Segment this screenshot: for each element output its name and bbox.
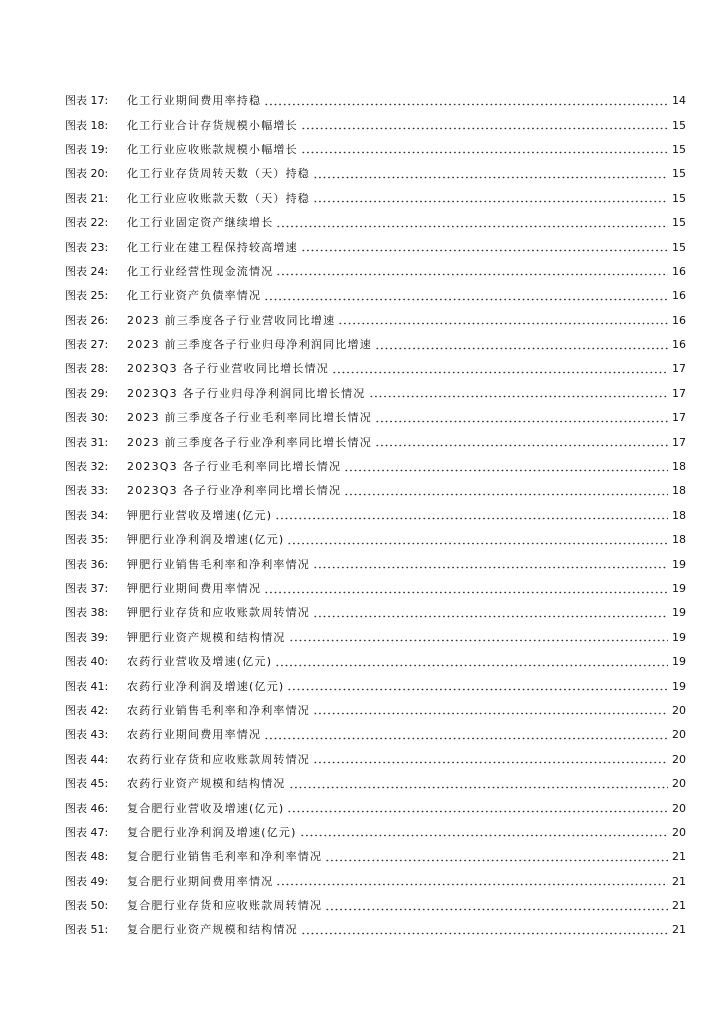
figure-title: 钾肥行业期间费用率情况 [127,582,262,595]
figure-number: 图表 22: [65,216,109,230]
toc-entry[interactable] [65,162,686,186]
page-number: 16 [672,338,686,352]
toc-entry[interactable] [65,894,686,918]
figure-title: 复合肥行业资产规模和结构情况 [127,923,298,937]
dot-leader [275,517,668,520]
dot-leader [287,688,668,691]
toc-entry[interactable] [65,650,686,674]
figure-number: 图表 46: [65,801,109,815]
figure-number: 图表 40: [65,655,109,669]
page-number: 16 [672,289,686,303]
figure-number: 图表 48: [65,850,109,864]
figure-number: 图表 29: [65,386,109,400]
figure-title: 复合肥行业期间费用率情况 [127,874,274,888]
figure-title: 2023 前三季度各子行业毛利率同比增长情况 [127,411,372,425]
figure-number: 图表 25: [65,289,109,303]
figure-title: 农药行业销售毛利率和净利率情况 [127,703,310,717]
dot-leader [313,200,668,203]
toc-entry[interactable] [65,333,686,357]
figure-title: 农药行业资产规模和结构情况 [127,777,286,791]
page-number: 18 [672,484,686,498]
toc-entry[interactable] [65,577,686,601]
toc-entry[interactable] [65,699,686,723]
page-number: 20 [672,777,686,791]
figure-title: 化工行业在建工程保持较高增速 [127,240,298,254]
dot-leader [264,298,668,301]
figure-title: 2023 前三季度各子行业营收同比增速 [127,313,336,327]
toc-entry[interactable] [65,430,686,454]
dot-leader [264,103,668,106]
dot-leader [301,932,668,935]
figure-number: 图表 44: [65,752,109,766]
page-number: 14 [672,94,686,108]
figure-number: 图表 28: [65,362,109,376]
dot-leader [375,444,668,447]
figure-number: 图表 43: [65,728,109,742]
dot-leader [344,469,668,472]
page-number: 17 [672,435,686,449]
toc-entry[interactable] [65,284,686,308]
figure-title: 钾肥行业资产规模和结构情况 [127,630,286,644]
dot-leader [313,712,668,715]
toc-entry[interactable] [65,772,686,796]
figure-title: 2023 前三季度各子行业归母净利润同比增速 [127,338,372,352]
dot-leader [313,566,668,569]
page-number: 15 [672,118,686,132]
toc-entry[interactable] [65,845,686,869]
figure-title: 钾肥行业净利润及增速(亿元) [127,533,285,547]
page-number: 15 [672,240,686,254]
dot-leader [338,322,668,325]
toc-entry[interactable] [65,821,686,845]
figure-title: 2023Q3 各子行业归母净利润同比增长情况 [127,386,366,400]
dot-leader [276,225,668,228]
figure-number: 图表 19: [65,142,109,156]
page-number: 19 [672,679,686,693]
dot-leader [275,664,668,667]
dot-leader [301,151,668,154]
page-number: 19 [672,557,686,571]
figure-title: 2023Q3 各子行业净利率同比增长情况 [127,484,342,498]
dot-leader [287,542,668,545]
figure-number: 图表 35: [65,533,109,547]
figure-number: 图表 21: [65,191,109,205]
figure-title: 农药行业存货和应收账款周转情况 [127,752,310,766]
figure-title: 化工行业应收账款规模小幅增长 [127,142,298,156]
figure-title: 钾肥行业存货和应收账款周转情况 [127,606,310,620]
dot-leader [301,127,668,130]
figure-number: 图表 26: [65,313,109,327]
toc-entry[interactable] [65,235,686,259]
toc-entry[interactable] [65,479,686,503]
figure-title: 化工行业资产负债率情况 [127,289,262,303]
figure-title: 复合肥行业营收及增速(亿元) [127,801,285,815]
page-number: 20 [672,825,686,839]
toc-entry[interactable] [65,406,686,430]
toc-entry[interactable] [65,552,686,576]
figure-title: 化工行业存货周转天数（天）持稳 [127,167,310,181]
figure-title: 化工行业合计存货规模小幅增长 [127,118,298,132]
toc-entry[interactable] [65,382,686,406]
page-number: 21 [672,899,686,913]
dot-leader [344,493,668,496]
page-number: 17 [672,386,686,400]
figure-title: 农药行业营收及增速(亿元) [127,655,273,669]
page-number: 20 [672,801,686,815]
page-number: 15 [672,142,686,156]
dot-leader [332,371,668,374]
figure-number: 图表 36: [65,557,109,571]
toc-entry[interactable] [65,455,686,479]
dot-leader [289,786,668,789]
figure-number: 图表 18: [65,118,109,132]
figure-title: 农药行业期间费用率情况 [127,728,262,742]
toc-entry[interactable] [65,113,686,137]
page-number: 16 [672,264,686,278]
dot-leader [325,859,668,862]
figure-title: 农药行业净利润及增速(亿元) [127,679,285,693]
dot-leader [289,639,668,642]
page-number: 16 [672,313,686,327]
toc-entry[interactable] [65,211,686,235]
figure-number: 图表 20: [65,167,109,181]
dot-leader [276,883,668,886]
figure-number: 图表 31: [65,435,109,449]
figure-number: 图表 27: [65,338,109,352]
toc-entry[interactable] [65,870,686,894]
figure-number: 图表 47: [65,825,109,839]
figure-title: 2023 前三季度各子行业净利率同比增长情况 [127,435,372,449]
figure-number: 图表 32: [65,460,109,474]
figure-title: 钾肥行业营收及增速(亿元) [127,508,273,522]
page-number: 15 [672,167,686,181]
figure-number: 图表 41: [65,679,109,693]
figure-number: 图表 33: [65,484,109,498]
figure-title: 复合肥行业存货和应收账款周转情况 [127,899,323,913]
page-number: 21 [672,850,686,864]
dot-leader [369,395,668,398]
figure-title: 化工行业经营性现金流情况 [127,264,274,278]
figure-number: 图表 49: [65,874,109,888]
page-number: 21 [672,923,686,937]
figure-title: 复合肥行业销售毛利率和净利率情况 [127,850,323,864]
figure-number: 图表 17: [65,94,109,108]
dot-leader [276,273,668,276]
figure-number: 图表 38: [65,606,109,620]
toc-entry[interactable] [65,748,686,772]
toc-entry[interactable] [65,89,686,113]
toc-entry[interactable] [65,357,686,381]
page-number: 19 [672,606,686,620]
toc-entry[interactable] [65,601,686,625]
figure-number: 图表 37: [65,582,109,595]
dot-leader [301,249,668,252]
toc-entry[interactable] [65,918,686,942]
dot-leader [375,347,668,350]
table-of-figures [65,89,686,943]
figure-number: 图表 30: [65,411,109,425]
figure-number: 图表 50: [65,899,109,913]
figure-number: 图表 24: [65,264,109,278]
toc-entry[interactable] [65,528,686,552]
dot-leader [264,737,668,740]
page-number: 18 [672,533,686,547]
toc-entry[interactable] [65,723,686,747]
dot-leader [325,908,668,911]
figure-title: 化工行业期间费用率持稳 [127,94,262,108]
figure-title: 2023Q3 各子行业毛利率同比增长情况 [127,460,342,474]
dot-leader [313,176,668,179]
page-number: 15 [672,216,686,230]
dot-leader [264,591,668,594]
dot-leader [375,420,668,423]
dot-leader [313,761,668,764]
toc-entry[interactable] [65,260,686,284]
page-number: 19 [672,655,686,669]
page-number: 17 [672,411,686,425]
dot-leader [287,810,668,813]
figure-number: 图表 23: [65,240,109,254]
page-number: 19 [672,630,686,644]
page-number: 20 [672,752,686,766]
figure-number: 图表 42: [65,703,109,717]
toc-entry[interactable] [65,674,686,698]
page-number: 17 [672,362,686,376]
toc-entry[interactable] [65,504,686,528]
page-number: 15 [672,191,686,205]
figure-title: 化工行业应收账款天数（天）持稳 [127,191,310,205]
page-number: 18 [672,508,686,522]
toc-entry[interactable] [65,187,686,211]
toc-entry[interactable] [65,626,686,650]
figure-number: 图表 34: [65,508,109,522]
figure-title: 化工行业固定资产继续增长 [127,216,274,230]
page-number: 20 [672,703,686,717]
toc-entry[interactable] [65,309,686,333]
dot-leader [313,615,668,618]
page-number: 20 [672,728,686,742]
figure-number: 图表 39: [65,630,109,644]
figure-title: 钾肥行业销售毛利率和净利率情况 [127,557,310,571]
page-number: 18 [672,460,686,474]
figure-title: 复合肥行业净利润及增速(亿元) [127,825,297,839]
figure-number: 图表 45: [65,777,109,791]
figure-title: 2023Q3 各子行业营收同比增长情况 [127,362,329,376]
toc-entry[interactable] [65,796,686,820]
toc-entry[interactable] [65,138,686,162]
page-number: 19 [672,582,686,595]
dot-leader [300,834,668,837]
page-number: 21 [672,874,686,888]
figure-number: 图表 51: [65,923,109,937]
